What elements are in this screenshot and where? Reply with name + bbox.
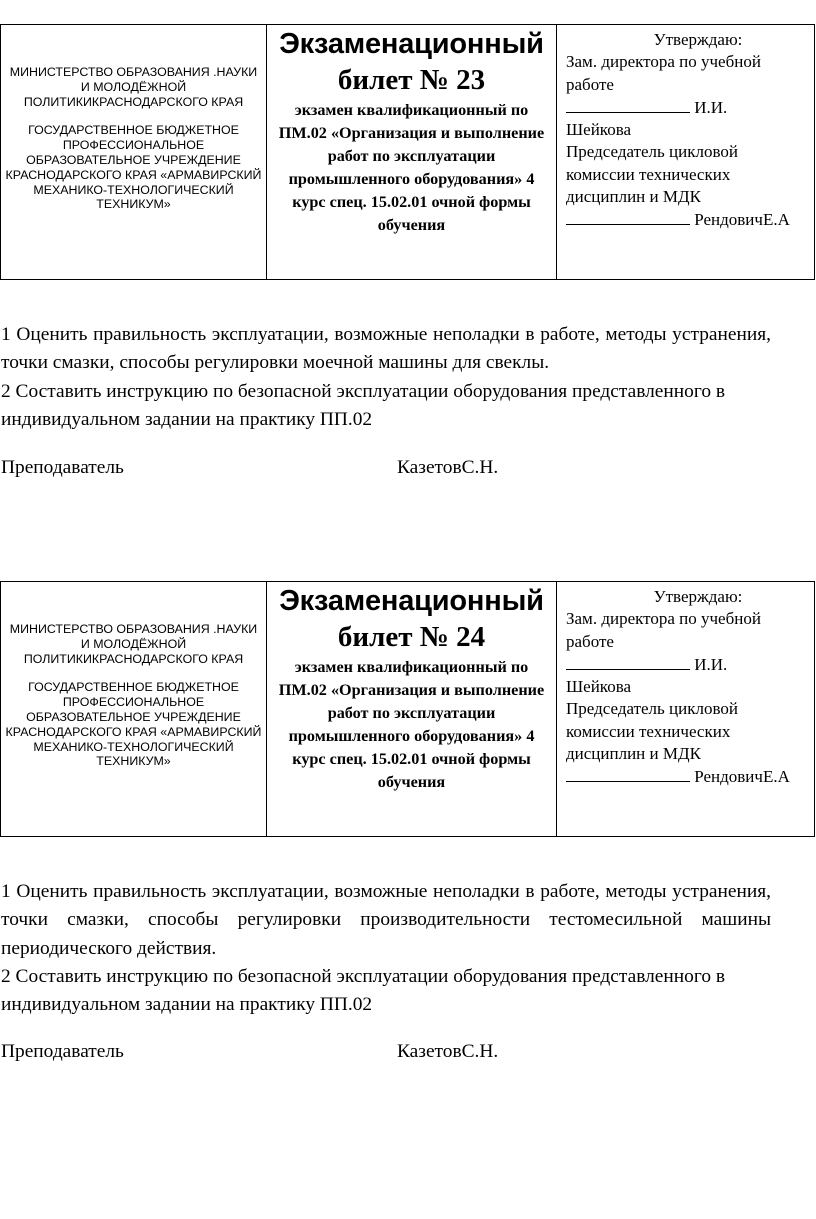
ticket-header-table xyxy=(0,24,815,280)
teacher-signature xyxy=(1,1040,761,1064)
ticket-number: билет № 24 xyxy=(337,621,486,653)
teacher-name: КазетовС.Н. xyxy=(397,457,499,478)
question-2: 2 Составить инструкцию по безопасной эксплуатации оборудования представленного в индивидуальном задании на практику ПП.02 xyxy=(1,965,726,1016)
deputy-title: Зам. директора по учебной работе xyxy=(566,609,761,651)
teacher-label: Преподаватель xyxy=(1,457,124,478)
teacher-signature xyxy=(1,456,761,480)
deputy-surname: Шейкова xyxy=(566,120,632,140)
ticket-title: Экзаменационный xyxy=(279,28,544,60)
signature-blank xyxy=(566,653,690,670)
organization-cell xyxy=(1,25,267,279)
approval-cell xyxy=(557,25,814,279)
ministry-name: МИНИСТЕРСТВО ОБРАЗОВАНИЯ .НАУКИ И МОЛОДЁЖНОЙ ПОЛИТИКИКРАСНОДАРСКОГО КРАЯ xyxy=(9,65,258,109)
question-1: 1 Оценить правильность эксплуатации, возможные неполадки в работе, методы устранения, точки смазки, способы регулировки производительности тестомесильной машины периодического действия. xyxy=(1,881,771,959)
ticket-subtitle: экзамен квалификационный по ПМ.02 «Организация и выполнение работ по эксплуатации промышленного оборудования» 4 курс спец. 15.02.01 очной формы обучения xyxy=(278,101,545,234)
ticket-header-table xyxy=(0,581,815,837)
institution-name: ГОСУДАРСТВЕННОЕ БЮДЖЕТНОЕ ПРОФЕССИОНАЛЬНОЕ ОБРАЗОВАТЕЛЬНОЕ УЧРЕЖДЕНИЕ КРАСНОДАРСКОГО КРАЯ «АРМАВИРСКИЙ МЕХАНИКО-ТЕХНОЛОГИЧЕСКИЙ ТЕХНИКУМ» xyxy=(5,680,262,769)
ticket-subtitle: экзамен квалификационный по ПМ.02 «Организация и выполнение работ по эксплуатации промышленного оборудования» 4 курс спец. 15.02.01 очной формы обучения xyxy=(278,658,545,791)
chair-name: РендовичЕ.А xyxy=(694,210,790,230)
teacher-name: КазетовС.Н. xyxy=(397,1041,499,1062)
deputy-surname: Шейкова xyxy=(566,677,632,697)
deputy-title: Зам. директора по учебной работе xyxy=(566,52,761,94)
deputy-initials: И.И. xyxy=(694,654,728,674)
question-1: 1 Оценить правильность эксплуатации, возможные неполадки в работе, методы устранения, точки смазки, способы регулировки моечной машины для свеклы. xyxy=(1,324,771,374)
chair-name: РендовичЕ.А xyxy=(694,767,790,787)
approval-cell xyxy=(557,582,814,836)
chair-signature-line xyxy=(566,765,810,788)
ticket-number: билет № 23 xyxy=(337,64,486,96)
deputy-signature-line xyxy=(566,96,810,119)
chair-title: Председатель цикловой комиссии технических дисциплин и МДК xyxy=(566,699,738,764)
deputy-initials: И.И. xyxy=(694,97,728,117)
ticket-title: Экзаменационный xyxy=(279,585,544,617)
institution-name: ГОСУДАРСТВЕННОЕ БЮДЖЕТНОЕ ПРОФЕССИОНАЛЬНОЕ ОБРАЗОВАТЕЛЬНОЕ УЧРЕЖДЕНИЕ КРАСНОДАРСКОГО КРАЯ «АРМАВИРСКИЙ МЕХАНИКО-ТЕХНОЛОГИЧЕСКИЙ ТЕХНИКУМ» xyxy=(5,123,262,212)
title-cell xyxy=(267,25,557,279)
signature-blank xyxy=(566,208,690,225)
teacher-label: Преподаватель xyxy=(1,1041,124,1062)
approve-label: Утверждаю: xyxy=(653,587,743,606)
signature-blank xyxy=(566,765,690,782)
chair-title: Председатель цикловой комиссии технических дисциплин и МДК xyxy=(566,142,738,207)
chair-signature-line xyxy=(566,208,810,231)
deputy-signature-line xyxy=(566,653,810,676)
ticket-questions xyxy=(1,878,771,1019)
question-2: 2 Составить инструкцию по безопасной эксплуатации оборудования представленного в индивидуальном задании на практику ПП.02 xyxy=(1,380,726,430)
approve-label: Утверждаю: xyxy=(653,30,743,49)
ticket-questions xyxy=(1,321,771,434)
organization-cell xyxy=(1,582,267,836)
ministry-name: МИНИСТЕРСТВО ОБРАЗОВАНИЯ .НАУКИ И МОЛОДЁЖНОЙ ПОЛИТИКИКРАСНОДАРСКОГО КРАЯ xyxy=(9,622,258,666)
title-cell xyxy=(267,582,557,836)
signature-blank xyxy=(566,96,690,113)
